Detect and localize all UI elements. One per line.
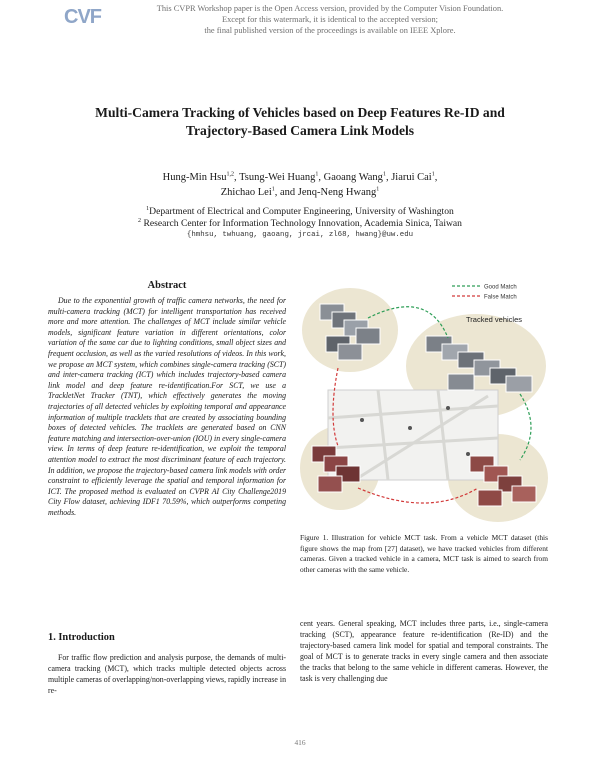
tracked-vehicles-label: Tracked vehicles <box>466 315 522 324</box>
camera-marker <box>360 418 364 422</box>
camera-marker <box>446 406 450 410</box>
author-sup: 1 <box>382 171 386 178</box>
figure-1 <box>298 278 550 524</box>
affiliation-text: Department of Electrical and Computer Engineering, University of Washington <box>149 206 454 217</box>
author-list <box>60 170 540 200</box>
author-emails: {hmhsu, twhuang, gaoang, jrcai, zl68, hwang}@uw.edu <box>186 231 414 239</box>
author-name: Zhichao Lei <box>220 187 272 198</box>
author-sup: 1,2 <box>226 171 235 178</box>
affiliation-text: Research Center for Information Technology Innovation, Academia Sinica, Taiwan <box>143 218 462 229</box>
author-sup: 1 <box>431 171 435 178</box>
camera-marker <box>408 426 412 430</box>
watermark-line: This CVPR Workshop paper is the Open Access version, provided by the Computer Vision Foundation. <box>156 4 504 13</box>
mct-illustration <box>298 278 550 524</box>
author-line: Zhichao Lei$^1$, and Jenq-Neng Hwang$^1$ <box>220 186 380 198</box>
author-name: and Jenq-Neng Hwang <box>280 187 377 198</box>
cvf-logo: CVF <box>64 6 101 28</box>
author-name: Jiarui Cai <box>391 172 432 183</box>
abstract-heading: Abstract <box>147 280 187 291</box>
abstract-text: Due to the exponential growth of traffic camera networks, the need for multi-camera tracking (MCT) for intelligent transportation has received more and more attention. The challenges of MCT include similar vehicle models, significant feature variation in different orientations, color variation of the same car due to lighting conditions, small object sizes and frequent occlusion, as well as the varied resolutions of videos. In this work, we propose an MCT system, which combines single-camera tracking (SCT) and inter-camera tracking (ICT) which includes trajectory-based camera link model and deep feature re-identification.For SCT, we use a TrackletNet Tracker (TNT), which effectively generates the moving trajectories of all detected vehicles by exploiting temporal and appearance information of multiple tracklets that are created by associating bounding boxes of detected vehicles. The tracklets are generated based on CNN feature matching and intersection-over-union (IOU) in every single-camera view. In terms of deep feature re-identification, we exploit the temporal attention model to extract the most discriminant feature of each trajectory. In addition, we propose the trajectory-based camera link models with order constraint to efficiently leverage the spatial and temporal information for ICT. The proposed method is evaluated on CVPR AI City Challenge2019 City Flow dataset, achieving IDF1 70.59%, which outperforms competing methods. <box>48 296 286 517</box>
open-access-watermark <box>120 3 540 36</box>
paper-title <box>40 104 560 140</box>
affiliation-2 <box>60 218 540 230</box>
page-number: 416 <box>294 738 306 747</box>
watermark-line: Except for this watermark, it is identical to the accepted version; <box>221 15 439 24</box>
title-line: Trajectory-Based Camera Link Models <box>185 123 415 138</box>
legend-good-label: Good Match <box>484 284 517 291</box>
affiliation-1 <box>60 206 540 218</box>
author-sup: 1 <box>376 186 380 193</box>
author-name: Tsung-Wei Huang <box>239 172 316 183</box>
watermark-line: the final published version of the proceedings is available on IEEE Xplore. <box>204 26 456 35</box>
camera-marker <box>466 452 470 456</box>
author-name: Hung-Min Hsu <box>162 172 227 183</box>
figure-caption: Figure 1. Illustration for vehicle MCT task. From a vehicle MCT dataset (this figure shows the map from [27] dataset), we have tracked vehicles from different cameras. Given a tracked vehicle in a camera, MCT task is aimed to search from other cameras with the same vehicle. <box>300 533 548 574</box>
intro-heading: 1. Introduction <box>48 632 115 643</box>
author-line: Hung-Min Hsu$^{1,2}$, Tsung-Wei Huang$^1$, Gaoang Wang$^1$, Jiarui Cai$^1$, <box>162 171 438 183</box>
author-sup: 1 <box>315 171 319 178</box>
legend-false-label: False Match <box>484 294 517 301</box>
title-line: Multi-Camera Tracking of Vehicles based on Deep Features Re-ID and <box>95 105 505 120</box>
affiliations <box>60 206 540 230</box>
author-name: Gaoang Wang <box>323 172 383 183</box>
affil-sup: 1 <box>146 205 150 212</box>
intro-text-left: For traffic flow prediction and analysis purpose, the demands of multi-camera tracking (MCT), which tracks multiple detected objects across multiple cameras of overlapping/non-overlapping views, rapidly increase in re- <box>48 653 286 695</box>
intro-text-right: cent years. General speaking, MCT includes three parts, i.e., single-camera tracking (SCT), appearance feature re-identification (Re-ID) and the trajectory-based camera link model for spatial and temporal constraints. The goal of MCT is to generate tracks in every single camera and then associate the tracks that belong to the same vehicle in different cameras. However, the task is very challenging due <box>300 619 548 683</box>
author-sup: 1 <box>271 186 275 193</box>
affil-sup: 2 <box>138 217 142 224</box>
